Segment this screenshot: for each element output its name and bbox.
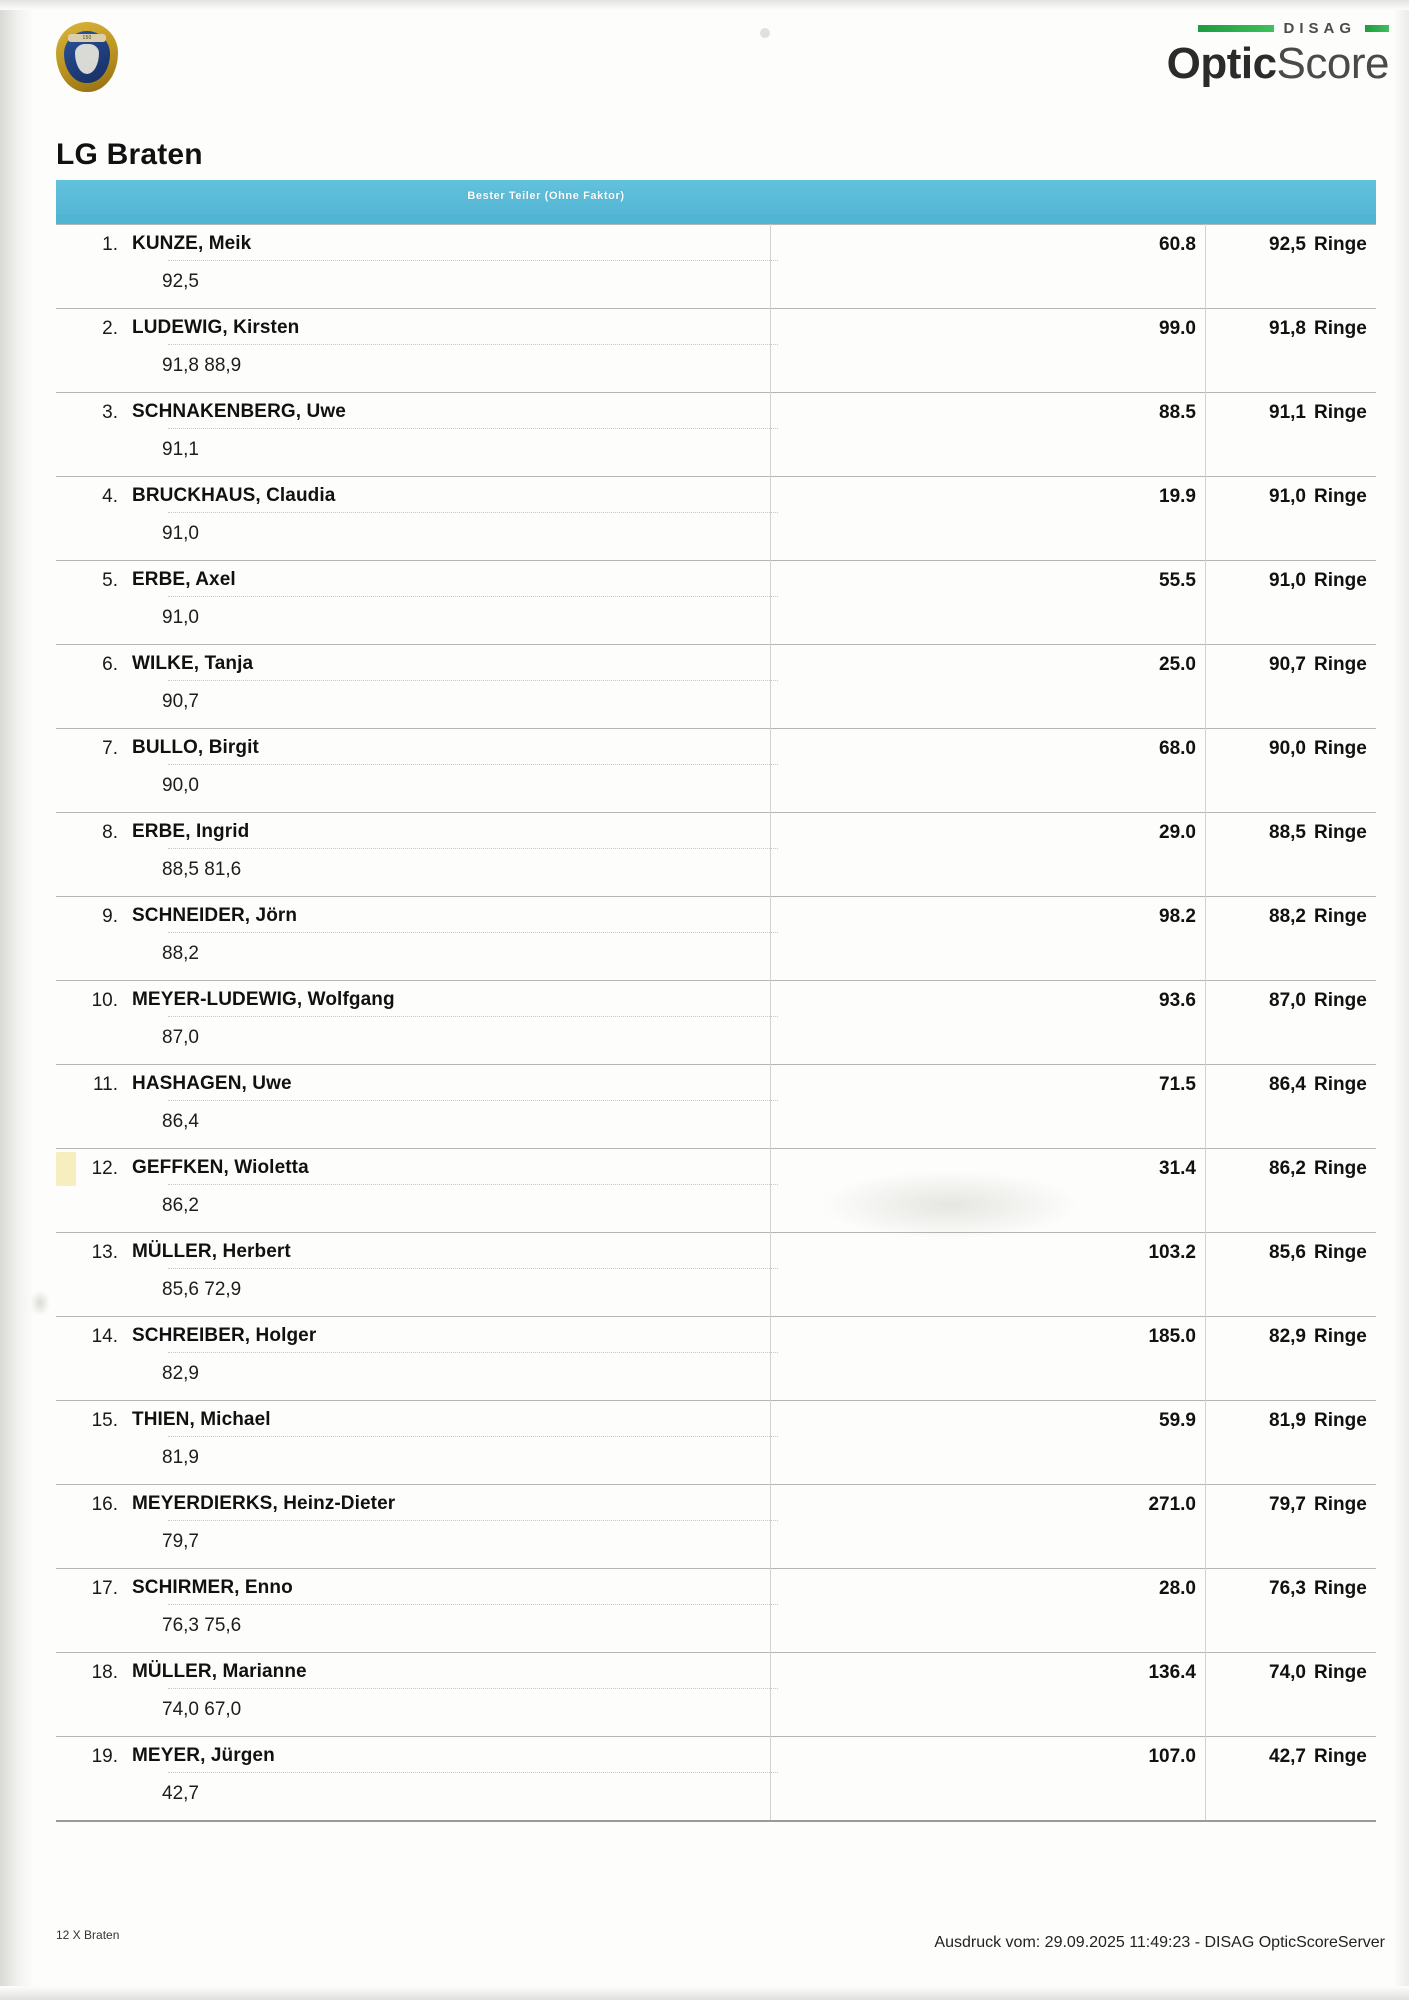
brand-company-line	[1167, 20, 1389, 36]
table-row	[56, 1484, 1376, 1568]
row-teiler-value: 271.0	[1148, 1494, 1196, 1515]
row-ringe-value: 87,0	[1269, 990, 1306, 1011]
row-dotted-leader	[168, 932, 778, 933]
column-divider	[770, 644, 771, 728]
footer-note: 12 X Braten	[56, 1928, 120, 1942]
table-row	[56, 1232, 1376, 1316]
row-ringe-unit: Ringe	[1314, 570, 1367, 591]
row-series-details: 92,5	[162, 271, 199, 292]
row-dotted-leader	[168, 260, 778, 261]
row-divider	[56, 476, 1376, 477]
row-shooter-name: BRUCKHAUS, Claudia	[132, 485, 336, 506]
column-divider	[770, 980, 771, 1064]
footer-printinfo: Ausdruck vom: 29.09.2025 11:49:23 - DISAG OpticScoreServer	[934, 1934, 1385, 1951]
row-dotted-leader	[168, 512, 778, 513]
row-series-details: 86,2	[162, 1195, 199, 1216]
scan-edge-left	[0, 0, 34, 2000]
brand-product-name	[1167, 40, 1389, 88]
table-row	[56, 644, 1376, 728]
column-divider	[770, 1064, 771, 1148]
row-rank: 5.	[102, 570, 118, 591]
row-shooter-name: HASHAGEN, Uwe	[132, 1073, 292, 1094]
row-rank: 2.	[102, 318, 118, 339]
row-series-details: 74,0 67,0	[162, 1699, 242, 1720]
column-divider	[770, 392, 771, 476]
row-ringe-unit: Ringe	[1314, 1326, 1367, 1347]
row-ringe-unit: Ringe	[1314, 402, 1367, 423]
table-row	[56, 812, 1376, 896]
column-divider	[770, 1736, 771, 1820]
page-title: LG Braten	[56, 138, 203, 171]
row-dotted-leader	[168, 344, 778, 345]
row-shooter-name: SCHREIBER, Holger	[132, 1325, 317, 1346]
row-rank: 16.	[91, 1494, 118, 1515]
row-rank: 8.	[102, 822, 118, 843]
row-rank: 17.	[91, 1578, 118, 1599]
row-teiler-value: 68.0	[1159, 738, 1196, 759]
row-ringe-value: 88,5	[1269, 822, 1306, 843]
row-shooter-name: GEFFKEN, Wioletta	[132, 1157, 309, 1178]
row-rank: 11.	[92, 1074, 118, 1095]
row-rank: 18.	[91, 1662, 118, 1683]
row-shooter-name: MEYER-LUDEWIG, Wolfgang	[132, 989, 395, 1010]
column-divider	[770, 1484, 771, 1568]
table-row	[56, 1316, 1376, 1400]
row-series-details: 91,8 88,9	[162, 355, 242, 376]
table-row	[56, 308, 1376, 392]
table-row	[56, 224, 1376, 308]
row-series-details: 88,2	[162, 943, 199, 964]
row-series-details: 79,7	[162, 1531, 199, 1552]
row-series-details: 86,4	[162, 1111, 199, 1132]
table-header	[56, 180, 1376, 224]
row-teiler-value: 55.5	[1159, 570, 1196, 591]
brand-rule-right-icon	[1365, 25, 1389, 32]
row-rank: 9.	[102, 906, 118, 927]
row-shooter-name: LUDEWIG, Kirsten	[132, 317, 300, 338]
club-logo-banner-text: 150	[68, 34, 106, 42]
row-ringe-value: 76,3	[1269, 1578, 1306, 1599]
row-dotted-leader	[168, 764, 778, 765]
row-divider	[56, 308, 1376, 309]
row-series-details: 87,0	[162, 1027, 199, 1048]
row-ringe-unit: Ringe	[1314, 1746, 1367, 1767]
row-shooter-name: BULLO, Birgit	[132, 737, 259, 758]
row-shooter-name: SCHIRMER, Enno	[132, 1577, 293, 1598]
column-divider	[770, 476, 771, 560]
row-divider	[56, 644, 1376, 645]
row-teiler-value: 28.0	[1159, 1578, 1196, 1599]
row-series-details: 85,6 72,9	[162, 1279, 242, 1300]
table-row	[56, 1400, 1376, 1484]
column-divider	[770, 812, 771, 896]
row-ringe-unit: Ringe	[1314, 1578, 1367, 1599]
row-shooter-name: ERBE, Ingrid	[132, 821, 250, 842]
row-divider	[56, 224, 1376, 225]
row-shooter-name: WILKE, Tanja	[132, 653, 254, 674]
row-dotted-leader	[168, 1436, 778, 1437]
row-teiler-value: 98.2	[1159, 906, 1196, 927]
row-ringe-unit: Ringe	[1314, 234, 1367, 255]
brand-rule-left-icon	[1198, 25, 1274, 32]
row-series-details: 91,1	[162, 439, 199, 460]
row-ringe-value: 92,5	[1269, 234, 1306, 255]
row-dotted-leader	[168, 1268, 778, 1269]
table-header-shade	[56, 214, 1376, 224]
row-teiler-value: 99.0	[1159, 318, 1196, 339]
row-divider	[56, 1568, 1376, 1569]
column-divider	[770, 560, 771, 644]
row-teiler-value: 31.4	[1159, 1158, 1196, 1179]
row-dotted-leader	[168, 1016, 778, 1017]
scan-edge-right	[1393, 0, 1409, 2000]
results-table	[56, 180, 1376, 1822]
row-divider	[56, 560, 1376, 561]
row-dotted-leader	[168, 596, 778, 597]
table-row	[56, 1064, 1376, 1148]
row-divider	[56, 728, 1376, 729]
row-ringe-unit: Ringe	[1314, 990, 1367, 1011]
row-teiler-value: 136.4	[1148, 1662, 1196, 1683]
row-ringe-value: 91,0	[1269, 486, 1306, 507]
row-ringe-value: 90,7	[1269, 654, 1306, 675]
row-ringe-unit: Ringe	[1314, 1410, 1367, 1431]
table-row	[56, 896, 1376, 980]
row-dotted-leader	[168, 1184, 778, 1185]
row-divider	[56, 896, 1376, 897]
row-shooter-name: KUNZE, Meik	[132, 233, 252, 254]
column-divider	[770, 1148, 771, 1232]
row-shooter-name: SCHNEIDER, Jörn	[132, 905, 298, 926]
table-body	[56, 224, 1376, 1822]
row-teiler-value: 88.5	[1159, 402, 1196, 423]
row-series-details: 88,5 81,6	[162, 859, 242, 880]
table-row	[56, 1652, 1376, 1736]
row-ringe-unit: Ringe	[1314, 906, 1367, 927]
row-ringe-value: 86,4	[1269, 1074, 1306, 1095]
row-series-details: 90,7	[162, 691, 199, 712]
row-ringe-unit: Ringe	[1314, 654, 1367, 675]
table-row	[56, 1736, 1376, 1820]
row-divider	[56, 1316, 1376, 1317]
row-rank: 4.	[102, 486, 118, 507]
table-row	[56, 476, 1376, 560]
table-row	[56, 392, 1376, 476]
row-divider	[56, 812, 1376, 813]
row-divider	[56, 1232, 1376, 1233]
row-series-details: 81,9	[162, 1447, 199, 1468]
row-dotted-leader	[168, 428, 778, 429]
row-shooter-name: SCHNAKENBERG, Uwe	[132, 401, 346, 422]
row-series-details: 91,0	[162, 607, 199, 628]
row-rank: 14.	[91, 1326, 118, 1347]
row-rank: 19.	[91, 1746, 118, 1767]
row-ringe-value: 42,7	[1269, 1746, 1306, 1767]
row-ringe-value: 85,6	[1269, 1242, 1306, 1263]
row-rank: 1.	[102, 234, 118, 255]
column-header-teiler: Bester Teiler (Ohne Faktor)	[467, 190, 625, 202]
row-rank: 3.	[102, 402, 118, 423]
column-divider	[770, 1652, 771, 1736]
row-series-details: 42,7	[162, 1783, 199, 1804]
row-dotted-leader	[168, 1100, 778, 1101]
row-rank: 7.	[102, 738, 118, 759]
scan-artifact	[760, 28, 770, 38]
row-shooter-name: MEYER, Jürgen	[132, 1745, 275, 1766]
row-series-details: 91,0	[162, 523, 199, 544]
row-ringe-value: 86,2	[1269, 1158, 1306, 1179]
row-ringe-value: 74,0	[1269, 1662, 1306, 1683]
row-teiler-value: 107.0	[1148, 1746, 1196, 1767]
row-ringe-value: 82,9	[1269, 1326, 1306, 1347]
row-teiler-value: 19.9	[1159, 486, 1196, 507]
disag-brand	[1167, 20, 1389, 88]
column-divider	[770, 1316, 771, 1400]
row-ringe-unit: Ringe	[1314, 1662, 1367, 1683]
row-divider	[56, 1736, 1376, 1737]
table-row	[56, 1568, 1376, 1652]
row-ringe-unit: Ringe	[1314, 318, 1367, 339]
row-shooter-name: MEYERDIERKS, Heinz-Dieter	[132, 1493, 396, 1514]
column-divider	[770, 1400, 771, 1484]
row-divider	[56, 1148, 1376, 1149]
row-ringe-unit: Ringe	[1314, 738, 1367, 759]
row-dotted-leader	[168, 680, 778, 681]
table-row	[56, 728, 1376, 812]
row-teiler-value: 25.0	[1159, 654, 1196, 675]
column-divider	[770, 896, 771, 980]
row-ringe-value: 81,9	[1269, 1410, 1306, 1431]
club-logo	[56, 22, 118, 92]
column-divider	[770, 728, 771, 812]
row-ringe-unit: Ringe	[1314, 1158, 1367, 1179]
row-shooter-name: ERBE, Axel	[132, 569, 236, 590]
row-ringe-value: 91,8	[1269, 318, 1306, 339]
brand-company-name: DISAG	[1283, 19, 1356, 37]
row-rank: 6.	[102, 654, 118, 675]
row-dotted-leader	[168, 1604, 778, 1605]
table-row	[56, 1148, 1376, 1232]
row-teiler-value: 29.0	[1159, 822, 1196, 843]
column-divider	[770, 1232, 771, 1316]
row-rank: 10.	[91, 990, 118, 1011]
row-rank: 15.	[91, 1410, 118, 1431]
row-divider	[56, 1652, 1376, 1653]
row-divider	[56, 980, 1376, 981]
row-teiler-value: 93.6	[1159, 990, 1196, 1011]
table-row	[56, 980, 1376, 1064]
table-row	[56, 560, 1376, 644]
row-shooter-name: THIEN, Michael	[132, 1409, 271, 1430]
row-rank: 12.	[91, 1158, 118, 1179]
row-divider	[56, 1400, 1376, 1401]
row-dotted-leader	[168, 1352, 778, 1353]
row-series-details: 76,3 75,6	[162, 1615, 242, 1636]
row-teiler-value: 59.9	[1159, 1410, 1196, 1431]
row-shooter-name: MÜLLER, Herbert	[132, 1241, 291, 1262]
row-ringe-value: 79,7	[1269, 1494, 1306, 1515]
row-teiler-value: 71.5	[1159, 1074, 1196, 1095]
row-series-details: 90,0	[162, 775, 199, 796]
row-ringe-unit: Ringe	[1314, 1494, 1367, 1515]
row-ringe-unit: Ringe	[1314, 822, 1367, 843]
scan-edge-bottom	[0, 1986, 1409, 2000]
row-dotted-leader	[168, 1520, 778, 1521]
row-ringe-value: 90,0	[1269, 738, 1306, 759]
column-divider	[770, 224, 771, 308]
row-ringe-value: 88,2	[1269, 906, 1306, 927]
row-teiler-value: 103.2	[1148, 1242, 1196, 1263]
row-ringe-value: 91,0	[1269, 570, 1306, 591]
column-divider	[770, 308, 771, 392]
brand-product-light: Score	[1276, 39, 1389, 88]
row-teiler-value: 60.8	[1159, 234, 1196, 255]
scan-edge-top	[0, 0, 1409, 10]
row-divider	[56, 392, 1376, 393]
row-shooter-name: MÜLLER, Marianne	[132, 1661, 307, 1682]
row-ringe-unit: Ringe	[1314, 1074, 1367, 1095]
column-divider	[770, 1568, 771, 1652]
brand-product-bold: Optic	[1166, 39, 1277, 88]
row-ringe-value: 91,1	[1269, 402, 1306, 423]
row-divider	[56, 1064, 1376, 1065]
row-dotted-leader	[168, 1772, 778, 1773]
row-series-details: 82,9	[162, 1363, 199, 1384]
row-rank: 13.	[91, 1242, 118, 1263]
row-ringe-unit: Ringe	[1314, 1242, 1367, 1263]
row-dotted-leader	[168, 1688, 778, 1689]
row-dotted-leader	[168, 848, 778, 849]
row-divider	[56, 1484, 1376, 1485]
row-ringe-unit: Ringe	[1314, 486, 1367, 507]
row-teiler-value: 185.0	[1148, 1326, 1196, 1347]
